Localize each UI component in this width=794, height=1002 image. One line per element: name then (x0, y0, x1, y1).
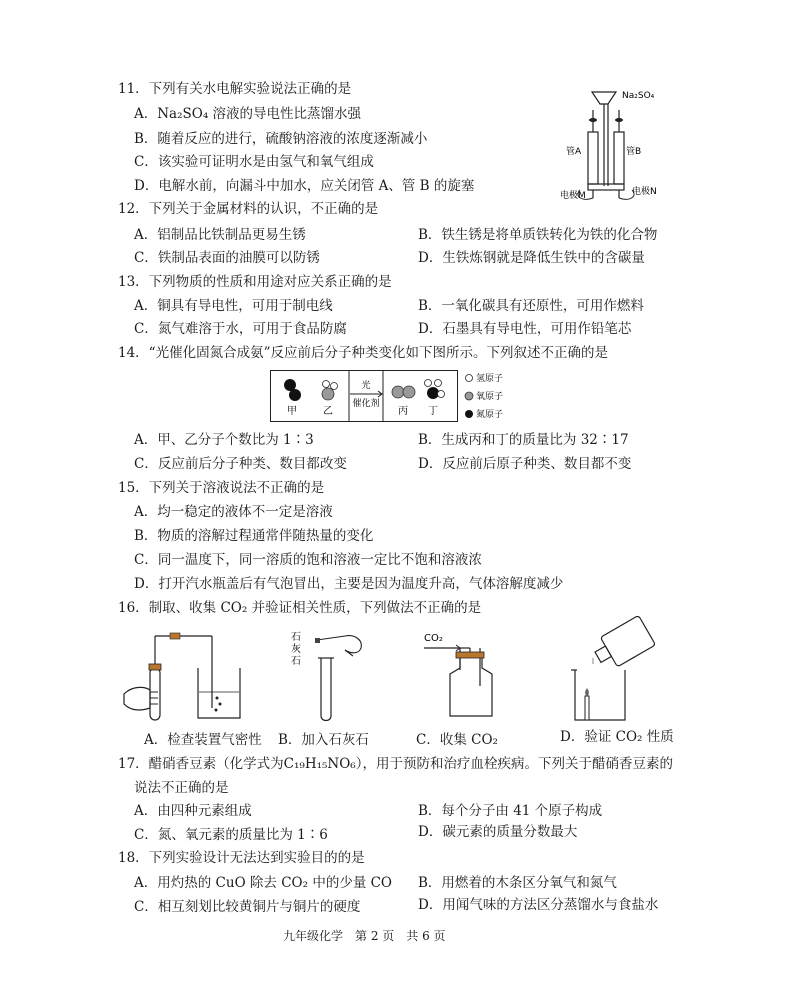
q18-option-b: B．用燃着的木条区分氧气和氮气 (418, 875, 617, 891)
q15-option-a: A．均一稳定的液体不一定是溶液 (134, 504, 333, 520)
hydrogen-atom (323, 381, 330, 388)
q18-stem: 18．下列实验设计无法达到实验目的的是 (118, 850, 365, 866)
nitrogen-atom (427, 387, 439, 399)
label-limestone-1: 石 (291, 632, 301, 643)
label-jia: 甲 (287, 406, 297, 417)
electrolysis-apparatus-figure (560, 84, 670, 204)
q15-stem: 15．下列关于溶液说法不正确的是 (118, 480, 325, 496)
legend-oxygen-icon (465, 392, 473, 400)
figure-c-collecting-co2 (418, 628, 518, 726)
q14-stem: 14．“光催化固氮合成氨”反应前后分子种类变化如下图所示。下列叙述不正确的是 (118, 345, 608, 361)
figure-d-verify-co2 (565, 616, 675, 726)
q15-option-b: B．物质的溶解过程通常伴随热量的变化 (134, 528, 374, 544)
oxygen-atom (322, 388, 334, 400)
q13-stem: 13．下列物质的性质和用途对应关系正确的是 (118, 274, 392, 290)
q11-option-a: A．Na₂SO₄ 溶液的导电性比蒸馏水强 (134, 106, 362, 122)
hydrogen-atom (425, 380, 432, 387)
q13-option-a: A．铜具有导电性，可用于制电线 (134, 298, 333, 314)
q18-option-a: A．用灼热的 CuO 除去 CO₂ 中的少量 CO (134, 875, 393, 891)
label-bing: 丙 (398, 406, 408, 417)
figure-b-adding-limestone (285, 628, 375, 726)
q18-option-c: C．相互刻划比较黄铜片与铜片的硬度 (134, 899, 361, 915)
q17-option-c: C．氮、氧元素的质量比为 1∶6 (134, 827, 328, 843)
hydrogen-atom (438, 391, 445, 398)
q16-option-c: C．收集 CO₂ (416, 732, 498, 748)
label-yi: 乙 (323, 406, 333, 417)
label-co2-in: CO₂ (424, 633, 443, 644)
label-tube-b: 管B (626, 147, 642, 157)
hydrogen-atom (331, 383, 338, 390)
q15-option-c: C．同一温度下，同一溶质的饱和溶液一定比不饱和溶液浓 (134, 552, 482, 568)
label-ding: 丁 (428, 406, 438, 417)
q11-stem: 11．下列有关水电解实验说法正确的是 (118, 81, 352, 97)
q16-option-d: D．验证 CO₂ 性质 (560, 729, 674, 745)
q11-option-c: C．该实验可证明水是由氢气和氧气组成 (134, 154, 374, 170)
q12-option-c: C．铁制品表面的油膜可以防锈 (134, 250, 320, 266)
q14-option-a: A．甲、乙分子个数比为 1∶3 (134, 432, 314, 448)
q17-option-d: D．碳元素的质量分数最大 (418, 824, 578, 840)
q13-option-b: B．一氧化碳具有还原性，可用作燃料 (418, 298, 644, 314)
q13-option-c: C．氮气难溶于水，可用于食品防腐 (134, 321, 347, 337)
legend-oxygen: 氧原子 (476, 392, 504, 402)
figure-a-airtightness (118, 628, 248, 726)
label-limestone-3: 石 (291, 656, 301, 667)
label-tube-a: 管A (566, 147, 582, 157)
q12-option-d: D．生铁炼钢就是降低生铁中的含碳量 (418, 250, 645, 266)
legend-nitrogen: 氮原子 (476, 410, 504, 420)
q14-option-d: D．反应前后原子种类、数目都不变 (418, 456, 632, 472)
legend-hydrogen-icon (466, 375, 473, 382)
molecule-reaction-figure (270, 370, 530, 422)
arrow-catalyst-label: 催化剂 (352, 399, 380, 409)
hydrogen-atom (435, 380, 442, 387)
legend-hydrogen: 氢原子 (476, 374, 504, 384)
q12-option-b: B．铁生锈是将单质铁转化为铁的化合物 (418, 227, 658, 243)
q12-option-a: A．铝制品比铁制品更易生锈 (134, 227, 306, 243)
label-limestone-2: 灰 (291, 644, 301, 655)
q17-option-b: B．每个分子由 41 个原子构成 (418, 803, 603, 819)
q12-stem: 12．下列关于金属材料的认识，不正确的是 (118, 201, 379, 217)
q17-stem-cont: 说法不正确的是 (134, 780, 229, 796)
label-electrode-n: 电极N (632, 187, 657, 197)
oxygen-atom (392, 386, 404, 398)
q17-stem: 17．醋硝香豆素（化学式为C₁₉H₁₅NO₆），用于预防和治疗血栓疾病。下列关于醋硝香豆素的 (118, 756, 673, 772)
q15-option-d: D．打开汽水瓶盖后有气泡冒出，主要是因为温度升高，气体溶解度减少 (134, 576, 564, 592)
page-footer: 九年级化学 第 2 页 共 6 页 (283, 929, 446, 943)
q16-option-a: A．检查装置气密性 (144, 732, 262, 748)
nitrogen-atom (289, 389, 301, 401)
q14-option-b: B．生成丙和丁的质量比为 32∶17 (418, 432, 629, 448)
q14-option-c: C．反应前后分子种类、数目都改变 (134, 456, 347, 472)
q17-option-a: A．由四种元素组成 (134, 803, 252, 819)
label-na2so4: Na₂SO₄ (622, 91, 655, 101)
q11-option-d: D．电解水前，向漏斗中加水，应关闭管 A、管 B 的旋塞 (134, 178, 475, 194)
label-electrode-m: 电极M (560, 191, 586, 201)
q16-stem: 16．制取、收集 CO₂ 并验证相关性质，下列做法不正确的是 (118, 600, 482, 616)
arrow-light-label: 光 (361, 381, 371, 391)
legend-nitrogen-icon (465, 410, 473, 418)
q16-option-b: B．加入石灰石 (278, 732, 369, 748)
oxygen-atom (403, 386, 415, 398)
q18-option-d: D．用闻气味的方法区分蒸馏水与食盐水 (418, 897, 659, 913)
q11-option-b: B．随着反应的进行，硫酸钠溶液的浓度逐渐减小 (134, 131, 428, 147)
q13-option-d: D．石墨具有导电性，可用作铅笔芯 (418, 321, 632, 337)
